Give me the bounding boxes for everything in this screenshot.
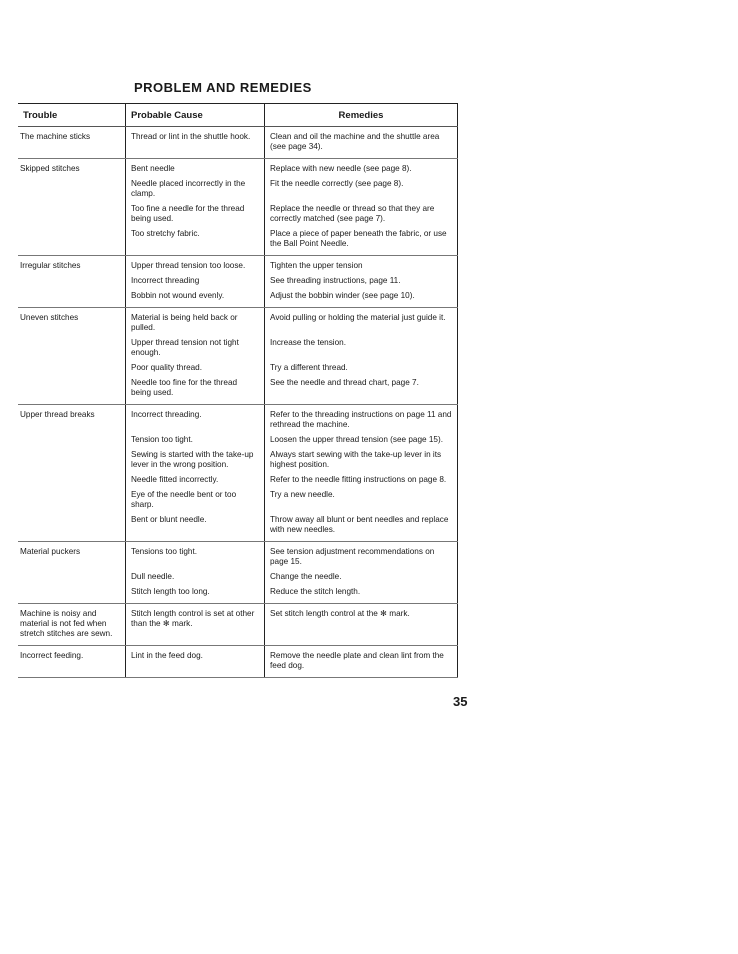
cause-item: Bent or blunt needle. [131, 514, 207, 524]
cause-item: Thread or lint in the shuttle hook. [131, 131, 251, 141]
cause-item: Incorrect threading. [131, 409, 202, 419]
cause-item: Stitch length too long. [131, 586, 210, 596]
table-row [18, 158, 458, 255]
table-row [18, 255, 458, 307]
table-row [18, 126, 458, 158]
remedy-item: Fit the needle correctly (see page 8). [270, 178, 404, 188]
remedy-item: Replace the needle or thread so that they are correctly matched (see page 7). [270, 203, 435, 223]
cause-item: Tension too tight. [131, 434, 193, 444]
cause-cell [126, 404, 265, 541]
remedy-cell [265, 126, 458, 158]
remedy-item: Loosen the upper thread tension (see page 15). [270, 434, 443, 444]
table-row [18, 307, 458, 404]
cause-cell [126, 541, 265, 603]
header-trouble: Trouble [18, 104, 126, 127]
remedy-item: Refer to the threading instructions on page 11 and rethread the machine. [270, 409, 452, 429]
remedy-item: Refer to the needle fitting instructions on page 8. [270, 474, 447, 484]
cause-item: Stitch length control is set at other than the ✻ mark. [131, 608, 255, 628]
remedy-item: Avoid pulling or holding the material just guide it. [270, 312, 446, 322]
cause-item: Upper thread tension not tight enough. [131, 337, 239, 357]
cause-item: Needle too fine for the thread being used. [131, 377, 238, 397]
table-row [18, 603, 458, 645]
cause-cell [126, 126, 265, 158]
cause-item: Bent needle [131, 163, 175, 173]
remedy-item: Set stitch length control at the ✻ mark. [270, 608, 410, 618]
trouble-cell: Material puckers [18, 541, 126, 603]
remedy-item: Increase the tension. [270, 337, 347, 347]
remedy-cell [265, 603, 458, 645]
remedy-cell [265, 541, 458, 603]
table-row [18, 645, 458, 677]
trouble-cell: Incorrect feeding. [18, 645, 126, 677]
cause-item: Material is being held back or pulled. [131, 312, 238, 332]
table-header-row [18, 104, 458, 127]
remedy-item: Try a new needle. [270, 489, 335, 499]
remedy-item: Tighten the upper tension [270, 260, 363, 270]
cause-cell [126, 645, 265, 677]
remedy-item: Always start sewing with the take-up lever in its highest position. [270, 449, 442, 469]
cause-item: Bobbin not wound evenly. [131, 290, 225, 300]
cause-item: Too fine a needle for the thread being used. [131, 203, 245, 223]
trouble-cell: Machine is noisy and material is not fed when stretch stitches are sewn. [18, 603, 126, 645]
cause-item: Sewing is started with the take-up lever in the wrong position. [131, 449, 254, 469]
remedy-cell [265, 255, 458, 307]
header-remedies: Remedies [265, 104, 458, 127]
header-probable-cause: Probable Cause [126, 104, 265, 127]
remedy-item: Throw away all blunt or bent needles and replace with new needles. [270, 514, 449, 534]
remedy-item: Clean and oil the machine and the shuttle area (see page 34). [270, 131, 440, 151]
cause-item: Needle fitted incorrectly. [131, 474, 219, 484]
page-title: PROBLEM AND REMEDIES [134, 80, 312, 95]
troubleshooting-table [18, 103, 458, 678]
cause-cell [126, 603, 265, 645]
remedy-item: Try a different thread. [270, 362, 348, 372]
cause-cell [126, 158, 265, 255]
remedy-cell [265, 645, 458, 677]
trouble-cell: Irregular stitches [18, 255, 126, 307]
remedy-item: Replace with new needle (see page 8). [270, 163, 412, 173]
table-row [18, 541, 458, 603]
cause-item: Dull needle. [131, 571, 175, 581]
remedy-item: Adjust the bobbin winder (see page 10). [270, 290, 415, 300]
cause-item: Lint in the feed dog. [131, 650, 203, 660]
remedy-item: Change the needle. [270, 571, 342, 581]
cause-item: Eye of the needle bent or too sharp. [131, 489, 237, 509]
remedy-item: Place a piece of paper beneath the fabric, or use the Ball Point Needle. [270, 228, 447, 248]
cause-cell [126, 307, 265, 404]
remedy-cell [265, 404, 458, 541]
remedy-item: Reduce the stitch length. [270, 586, 361, 596]
page-number: 35 [453, 694, 468, 709]
table-row [18, 404, 458, 541]
remedy-item: See the needle and thread chart, page 7. [270, 377, 419, 387]
remedy-item: See tension adjustment recommendations on page 15. [270, 546, 435, 566]
remedy-cell [265, 307, 458, 404]
cause-item: Upper thread tension too loose. [131, 260, 246, 270]
remedy-item: Remove the needle plate and clean lint from the feed dog. [270, 650, 444, 670]
cause-item: Needle placed incorrectly in the clamp. [131, 178, 246, 198]
cause-item: Poor quality thread. [131, 362, 203, 372]
table-body [18, 126, 458, 677]
trouble-cell: The machine sticks [18, 126, 126, 158]
trouble-cell: Upper thread breaks [18, 404, 126, 541]
cause-item: Tensions too tight. [131, 546, 197, 556]
trouble-cell: Uneven stitches [18, 307, 126, 404]
remedy-item: See threading instructions, page 11. [270, 275, 401, 285]
cause-cell [126, 255, 265, 307]
trouble-cell: Skipped stitches [18, 158, 126, 255]
remedy-cell [265, 158, 458, 255]
cause-item: Incorrect threading [131, 275, 200, 285]
cause-item: Too stretchy fabric. [131, 228, 200, 238]
